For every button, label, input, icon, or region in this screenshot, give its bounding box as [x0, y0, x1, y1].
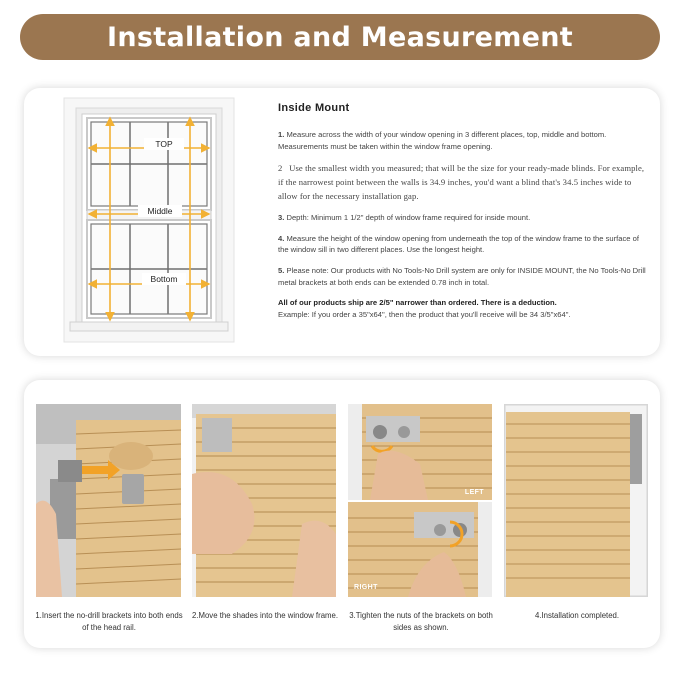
tag-right: RIGHT — [354, 584, 378, 591]
bracket — [202, 418, 232, 452]
step-3: 3. Depth: Minimum 1 1/2" depth of window frame required for inside mount. — [278, 213, 531, 223]
caption-step-1: 1.Insert the no-drill brackets into both ends of the head rail. — [35, 611, 183, 632]
step-1: 1. Measure across the width of your window opening in 3 different places, top, middle and bottom. Measurements must be taken within the window frame opening. — [278, 130, 607, 151]
label-middle: Middle — [147, 206, 173, 216]
title-banner — [20, 14, 660, 60]
installation-panel — [24, 380, 660, 648]
caption-step-4: 4.Installation completed. — [534, 611, 620, 620]
label-bottom: Bottom — [150, 274, 178, 284]
tag-left: LEFT — [464, 489, 484, 496]
caption-step-3: 3.Tighten the nuts of the brackets on both sides as shown. — [349, 611, 493, 632]
caption-step-2: 2.Move the shades into the window frame. — [191, 611, 339, 620]
step-4: 4. Measure the height of the window opening from underneath the top of the window frame to the surface of the window sill in two different places. Use the longest height. — [278, 233, 639, 255]
step-5: 5. Please note: Our products with No Tools-No Drill system are only for INSIDE MOUNT, the No Tools-No Drill metal brackets at both ends can be extended 0.78 inch in total. — [278, 265, 646, 287]
step-3-photo-right — [348, 502, 492, 597]
step-4-photo — [504, 404, 648, 597]
inside-mount-instructions — [278, 102, 648, 320]
installed-shade — [506, 412, 630, 597]
step-2-photo — [192, 404, 336, 597]
deduction-notice: All of our products ship are 2/5" narrower than ordered. There is a deduction. — [278, 298, 557, 308]
deduction-example: Example: If you order a 35"x64", then the product that you'll receive will be 34 3/5"x64". — [278, 309, 571, 319]
page-title: Installation and Measurement — [107, 21, 573, 53]
bamboo-shade-roll — [76, 420, 181, 597]
inside-mount-heading: Inside Mount — [278, 102, 350, 114]
measurement-panel — [24, 88, 660, 356]
window-measurement-diagram — [62, 94, 242, 346]
step-1-photo — [36, 404, 181, 597]
step-3-photo-left — [348, 404, 492, 500]
step-2: 2 Use the smallest width you measured; that will be the size for your ready-made blinds. For example, if the narrowest point between the walls is 34.9 inches, you'd want a blind that's 34.5 inches wide to allow for the necessary installation gap. — [278, 163, 645, 202]
label-top: TOP — [155, 139, 173, 149]
